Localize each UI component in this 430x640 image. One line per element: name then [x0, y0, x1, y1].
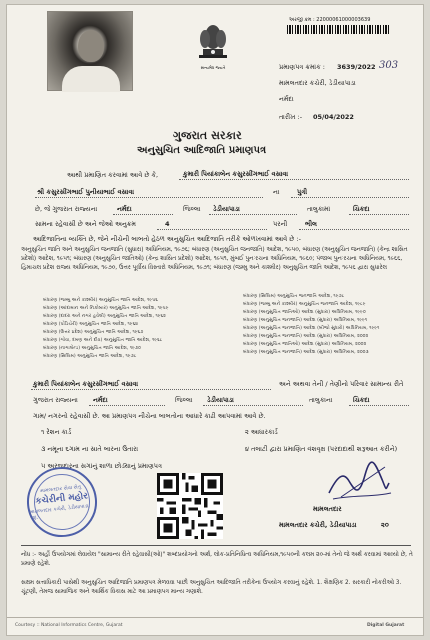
seal-middle-text: કચેરીની મહોર: [34, 491, 89, 507]
residence-taluka-line: [203, 405, 303, 406]
district-taluka: ડેડીયાપાડા: [213, 205, 240, 213]
list-item: બંધારણ (અનુસુચિત જનજાતિ) આદેશ (સુધારા) અધિનિયમ, ૧૯૯૧: [243, 318, 368, 323]
list-item: બંધારણ (સિક્કિમ) અનુસુચિત જાતિ આદેશ, ૧૯૭૮: [43, 354, 137, 359]
serial-line: [157, 229, 267, 230]
note-text: નોંધ :- અહીં ઉપયોગમાં લેવાયેલ "સામાન્ય રીતે રહેવાસી(ઓ)" શબ્દપ્રયોગનો અર્થ, લોક-પ્રતિનિધિત્વ અધિનિયમ,૧૯૫૦ની કલમ ૨૦-માં તેનો જે અર્થ કરવામાં આવ્યો છે, તે પ્રમાણે રહેશે.: [21, 552, 413, 567]
photo-shirt: [62, 66, 120, 92]
list-item: બંધારણ (જમ્મુ અને કાશ્મીર) અનુસુચિત જનજાતિ આદેશ, ૧૯૮૯: [243, 302, 366, 307]
certificate-page: [6, 4, 424, 636]
seal-top-text: મામલતદાર સેવા સેતુ: [39, 483, 82, 495]
cert-no-label: પ્રમાણપત્ર ક્રમાંક :: [279, 63, 325, 71]
basis-item: ૫ અરજદારના સગાંનું શાળા છોડ્યાનું પ્રમાણપત્ર: [41, 462, 162, 470]
cert-no: 3639/2022: [337, 63, 376, 71]
basis-item: ૧ રેશન કાર્ડ: [41, 428, 72, 436]
handwritten-number: 303: [379, 60, 399, 71]
clause-text: સક્ષમ સત્તાધિકારી પાસેથી અનુસુચિત આદિજાતિ પ્રમાણપત્ર મેળવવા પાછી અનુસુચિત આદિજાતિ તરીકેના ઉપયોગ કરવાનું રહેશે. 1. શૈક્ષણિક 2. સરકારી નોકરીઓ 3. ચૂંટણી, તેમજ સામાજિક અને આર્થિક વિકાસ માટે આ પ્રમાણપત્ર માન્ય ગણાશે.: [21, 580, 402, 595]
footer-divider: [7, 617, 424, 618]
community-line: [299, 229, 409, 230]
orders-paragraph: અનુસુચિત જાતિ અને અનુસુચિત જનજાતિ (સુધારા) અધિનિયમ, ૧૯૭૬; બંધારણ (અનુસુચિત જનજાતિ) આદેશ, ૧૯૫૦, બંધારણ (અનુસુચિત જનજાતિ) (કેન્દ્ર શાસિત પ્રદેશો) આદેશ, ૧૯૫૧; બંધારણ (અનુસુચિત જાતિઓ) (કેન્દ્ર શાસિત પ્રદેશો) આદેશ, ૧૯૫૧, મુંબઈ પુનઃરચના અધિનિયમ, ૧૯૬૦; પંજાબ પુનઃરચના અધિનિયમ, ૧૯૬૬, હિમાચલ પ્રદેશ રાજ્ય અધિનિયમ, ૧૯૭૦, ઉત્તર પૂર્વીય વિસ્તારો અધિનિયમ, ૧૯૭૧; બંધારણ (જમ્મુ અને કાશ્મીર) અનુસુચિત જાતિ આદેશ, ૧૯૫૬ દ્વારા સુધારેલ: [21, 247, 408, 271]
application-number: અરજી ક્રમ : 22000061000003639: [289, 17, 371, 23]
signatory-suffix: ૨૦: [381, 521, 389, 529]
list-item: બંધારણ (ઉત્તર પ્રદેશ) અનુસુચિત જાતિ આદેશ, ૧૯૬૭: [43, 330, 144, 335]
list-item: બંધારણ (પોંડિચેરી) અનુસુચિત જાતિ આદેશ, ૧૯૬૪: [43, 322, 139, 327]
state-district: નર્મદા: [117, 205, 132, 213]
qr-code-icon: [157, 473, 223, 539]
residence-district-label: જિલ્લા: [175, 396, 193, 404]
list-item: બંધારણ (ગોવા, દમણ અને દીવ) અનુસુચિત જાતિ આદેશ, ૧૯૬૮: [43, 338, 163, 343]
seal-bottom-text: મામલતદાર કચેરી, ડેડીયાપાડા, જી.: [29, 503, 91, 522]
notes-divider: [21, 545, 411, 546]
government-title: ગુજરાત સરકાર: [173, 129, 242, 142]
district-label: જિલ્લા: [183, 205, 201, 213]
list-item: બંધારણ (અનુસુચિત જનજાતિ) આદેશ (બીજો સુધારો) અધિનિયમ, ૧૯૯૧: [243, 326, 380, 331]
order-item: બંધારણ (જમ્મુ અને કાશ્મીર) અનુસુચિત જાતિ આદેશ, ૧૯૫૬ દ્વારા સુધારેલ: [213, 265, 387, 271]
list-item: બંધારણ (અનુસુચિત જનજાતિ) આદેશ (સુધારા) અધિનિયમ, ૨૦૦૨: [243, 334, 369, 339]
father-name-line: [35, 197, 263, 198]
basis-item: ૪ તલાટી દ્વારા પ્રમાણિત વંશવૃક્ષ (પરદાદાથી શરૂઆત કરીને): [245, 445, 398, 453]
list-item: બંધારણ (અનુસુચિત જનજાતિ) આદેશ (સુધારા) અધિનિયમ, ૨૦૦૩: [243, 350, 369, 355]
office-district: નર્મદા: [279, 95, 294, 103]
applicant-name: કુમારી પિયાંકાબેન કસુરસીંગભાઈ વસાવા: [183, 170, 289, 178]
relation: પુત્રી: [297, 188, 308, 196]
residence-state: ગુજરાત રાજ્યના: [33, 396, 78, 404]
order-list-right: [243, 293, 379, 357]
office-seal: [24, 464, 101, 541]
list-item: બંધારણ (જમ્મુ અને કાશ્મીર) અનુસુચિત જાતિ આદેશ, ૧૯૫૬: [43, 298, 158, 303]
list-item: બંધારણ (આંદામાન અને નિકોબાર) અનુસુચિત જાતિ આદેશ, ૧૯૫૯: [43, 306, 169, 311]
emblem-caption: સત્યમેવ જયતે: [200, 65, 226, 70]
list-item: બંધારણ (નાગાલેન્ડ) અનુસુચિત જાતિ આદેશ, ૧૯૭૦: [43, 346, 141, 351]
residence-suffix: ગામ/ નગરનો રહેવાસી છે. આ પ્રમાણપત્ર નીચેના બાબતોના આધારે કાઢી આપવામાં આવે છે.: [33, 412, 266, 420]
village-line: [349, 214, 409, 215]
signature-icon: [323, 457, 393, 501]
certificate-title: અનુસુચિત આદિજાતિ પ્રમાણપત્ર: [137, 145, 267, 156]
residence-village: ચિકદા: [353, 396, 370, 404]
residence-village-line: [349, 405, 409, 406]
order-item: અનુસુચિત જાતિ અને અનુસુચિત જનજાતિ (સુધારા) અધિનિયમ, ૧૯૭૬: [21, 247, 188, 253]
issue-date: 05/04/2022: [313, 113, 354, 121]
state-emblem-icon: [193, 19, 233, 63]
list-item: બંધારણ (દાદરા અને નગર હવેલી) અનુસુચિત જાતિ આદેશ, ૧૯૬૨: [43, 314, 166, 319]
list-item: બંધારણ (અનુસુચિત જાતિઓ) આદેશ (સુધારા) અધિનિયમ, ૧૯૯૦: [243, 310, 366, 315]
district-taluka-line: [209, 214, 297, 215]
intro-text: આથી પ્રમાણિત કરવામાં આવે છે કે,: [67, 171, 159, 179]
date-label: તારીખ :-: [279, 113, 303, 121]
community: ભીલ: [305, 220, 317, 228]
order-item: બંધારણ (અનુસુચિત જનજાતિ) આદેશ, ૧૯૫૦, બંધારણ (અનુસુચિત જનજાતિ) (કેન્દ્ર શાસિત પ્રદેશો) આદેશ, ૧૯૫૧: [21, 247, 408, 262]
community-prefix: સામના રહેવાસી છે અને જેઓ અનુક્રમ: [35, 220, 136, 228]
footer-courtesy: Courtesy :: National Informatics Centre, Gujarat: [15, 623, 123, 628]
signatory-title: મામલતદાર: [313, 505, 342, 513]
residence-family-text: અને અથવા તેની / તેણીનો પરિવાર સામાન્ય રીતે: [279, 380, 404, 388]
office-name: મામલતદાર કચેરી, ડેડીયાપાડા: [279, 79, 356, 87]
relation-line: [291, 197, 409, 198]
applicant-name-line: [179, 179, 409, 180]
residence-name-line: [31, 389, 271, 390]
residence-taluka: ડેડીયાપાડા: [207, 396, 234, 404]
father-name: શ્રી કસુરસીંગભાઈ પુનીયાભાઈ વસાવા: [37, 188, 135, 196]
basis-item: ૩ નમૂના ૬ગામ ના સાતે બારના ઉતારા: [41, 445, 139, 453]
village: ચિકદા: [353, 205, 370, 213]
taluka-label: તાલુકામાં: [307, 205, 331, 213]
order-item: બંધારણ (અનુસુચિત જાતિઓ) (કેન્દ્ર શાસિત પ્રદેશો) આદેશ, ૧૯૫૧, મુંબઈ પુનઃરચના અધિનિયમ, ૧૯૬૦: [73, 256, 313, 262]
serial-number: 4: [165, 220, 170, 228]
barcode: [287, 25, 391, 34]
residence-name: કુમારી પિયાંકાબેન કસુરસીંગભાઈ વસાવા: [33, 380, 139, 388]
state-district-line: [113, 214, 173, 215]
order-item: પંજાબ પુનઃરચના અધિનિયમ, ૧૯૬૬, હિમાચલ પ્રદેશ રાજ્ય અધિનિયમ, ૧૯૭૦, ઉત્તર પૂર્વીય વિસ્તારો અધિનિયમ, ૧૯૭૧: [21, 256, 403, 271]
signatory-office: મામલતદાર કચેરી, ડેડીયાપાડા: [279, 521, 357, 529]
footer-digital: Digital Gujarat: [367, 623, 405, 628]
community-label: પરની: [273, 220, 288, 228]
relation-suffix: ના: [273, 188, 280, 196]
residence-district: નર્મદા: [93, 396, 108, 404]
list-item: બંધારણ (સિક્કિમ) અનુસુચિત જનજાતિ આદેશ, ૧૯૭૮: [243, 294, 345, 299]
order-list-left: [43, 297, 169, 361]
residence-taluka-label: તાલુકાના: [309, 396, 333, 404]
basis-item: ૨ આધારકાર્ડ: [245, 428, 278, 436]
photo-face: [78, 30, 104, 62]
list-item: બંધારણ (અનુસુચિત જાતિઓ) આદેશ (સુધારા) અધિનિયમ, ૨૦૦૨: [243, 342, 367, 347]
state-prefix: છે, જે ગુજરાત રાજ્યના: [35, 205, 98, 213]
residence-district-line: [89, 405, 165, 406]
applicant-photo: [47, 11, 133, 91]
seal-ring: [31, 471, 93, 533]
tribe-line: આદિજાતિના વ્યક્તિ છે, જેને નીચેની બાબતો હેઠળ અનુસુચિત આદિજાતિ તરીકે ઓળખવામાં આવે છે :-: [33, 235, 301, 243]
